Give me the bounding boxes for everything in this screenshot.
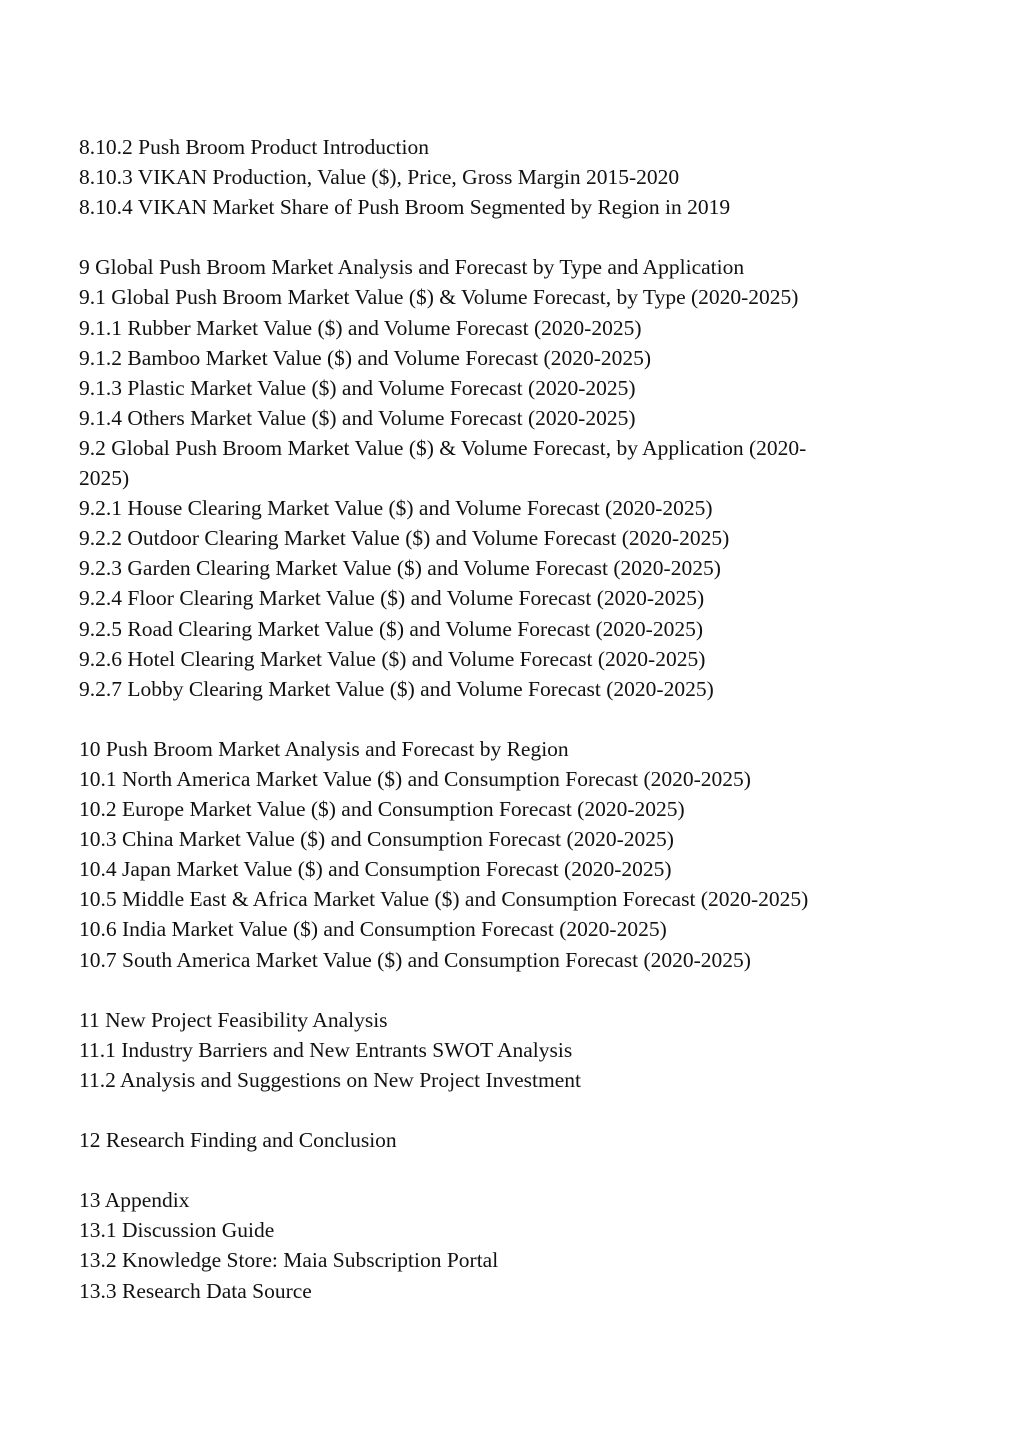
toc-entry-13-3: 13.3 Research Data Source	[79, 1278, 312, 1303]
toc-entry-11-2: 11.2 Analysis and Suggestions on New Project Investment	[79, 1067, 582, 1092]
toc-entry-9-2: 9.2 Global Push Broom Market Value ($) & Volume Forecast, by Application (2020-2025)	[79, 435, 807, 491]
section-spacer	[79, 1095, 979, 1125]
toc-entry-10-6: 10.6 India Market Value ($) and Consumption Forecast (2020-2025)	[79, 917, 667, 942]
toc-entry-10-4: 10.4 Japan Market Value ($) and Consumption Forecast (2020-2025)	[79, 857, 672, 882]
toc-entry-9-1-1: 9.1.1 Rubber Market Value ($) and Volume Forecast (2020-2025)	[79, 315, 642, 340]
toc-entry-9-1: 9.1 Global Push Broom Market Value ($) & Volume Forecast, by Type (2020-2025)	[79, 285, 799, 310]
toc-entry-10-3: 10.3 China Market Value ($) and Consumption Forecast (2020-2025)	[79, 827, 674, 852]
table-of-contents	[79, 132, 979, 1306]
toc-entry-13-1: 13.1 Discussion Guide	[79, 1218, 275, 1243]
toc-entry-9-2-1: 9.2.1 House Clearing Market Value ($) and Volume Forecast (2020-2025)	[79, 496, 713, 521]
toc-entry-9-2-4: 9.2.4 Floor Clearing Market Value ($) and Volume Forecast (2020-2025)	[79, 586, 705, 611]
toc-entry-10: 10 Push Broom Market Analysis and Forecast by Region	[79, 736, 569, 761]
toc-entry-12: 12 Research Finding and Conclusion	[79, 1128, 397, 1153]
toc-entry-11: 11 New Project Feasibility Analysis	[79, 1007, 388, 1032]
toc-entry-9: 9 Global Push Broom Market Analysis and Forecast by Type and Application	[79, 255, 745, 280]
toc-entry-9-2-7: 9.2.7 Lobby Clearing Market Value ($) and Volume Forecast (2020-2025)	[79, 676, 714, 701]
toc-entry-8-10-3: 8.10.3 VIKAN Production, Value ($), Price, Gross Margin 2015-2020	[79, 165, 680, 190]
toc-entry-10-5: 10.5 Middle East & Africa Market Value ($) and Consumption Forecast (2020-2025)	[79, 887, 809, 912]
section-spacer	[79, 704, 979, 734]
section-spacer	[79, 975, 979, 1005]
toc-entry-9-1-2: 9.1.2 Bamboo Market Value ($) and Volume Forecast (2020-2025)	[79, 345, 652, 370]
toc-entry-11-1: 11.1 Industry Barriers and New Entrants SWOT Analysis	[79, 1037, 573, 1062]
toc-entry-9-2-2: 9.2.2 Outdoor Clearing Market Value ($) and Volume Forecast (2020-2025)	[79, 526, 730, 551]
toc-entry-9-1-4: 9.1.4 Others Market Value ($) and Volume Forecast (2020-2025)	[79, 405, 636, 430]
toc-entry-9-2-5: 9.2.5 Road Clearing Market Value ($) and Volume Forecast (2020-2025)	[79, 616, 703, 641]
section-spacer	[79, 222, 979, 252]
toc-entry-10-7: 10.7 South America Market Value ($) and Consumption Forecast (2020-2025)	[79, 947, 751, 972]
toc-entry-10-2: 10.2 Europe Market Value ($) and Consumption Forecast (2020-2025)	[79, 797, 685, 822]
toc-entry-9-2-3: 9.2.3 Garden Clearing Market Value ($) and Volume Forecast (2020-2025)	[79, 556, 721, 581]
toc-entry-10-1: 10.1 North America Market Value ($) and Consumption Forecast (2020-2025)	[79, 766, 751, 791]
toc-entry-9-2-6: 9.2.6 Hotel Clearing Market Value ($) and Volume Forecast (2020-2025)	[79, 646, 706, 671]
toc-entry-13-2: 13.2 Knowledge Store: Maia Subscription Portal	[79, 1248, 499, 1273]
section-spacer	[79, 1155, 979, 1185]
toc-entry-8-10-2: 8.10.2 Push Broom Product Introduction	[79, 135, 429, 159]
toc-entry-8-10-4: 8.10.4 VIKAN Market Share of Push Broom Segmented by Region in 2019	[79, 195, 731, 220]
toc-entry-9-1-3: 9.1.3 Plastic Market Value ($) and Volume Forecast (2020-2025)	[79, 375, 636, 400]
toc-entry-13: 13 Appendix	[79, 1188, 190, 1213]
